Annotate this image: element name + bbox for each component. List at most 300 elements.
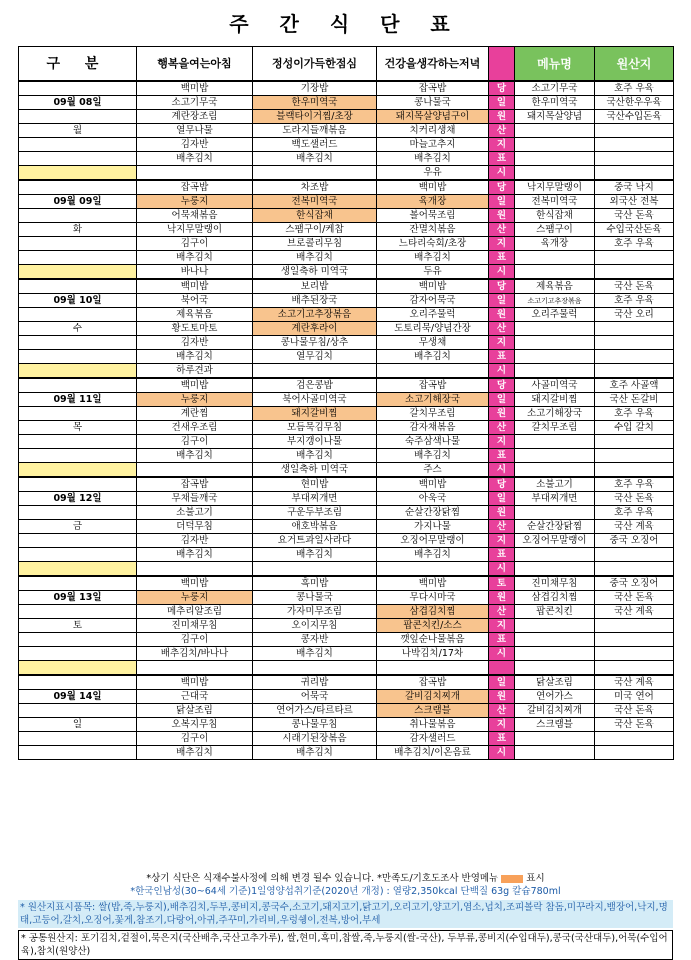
meal-item	[137, 463, 253, 478]
day-of-week: 화	[19, 223, 137, 237]
day-of-week: 수	[19, 322, 137, 336]
meal-item	[377, 364, 489, 379]
pink-label: 원	[489, 591, 515, 605]
meal-item: 현미밥	[253, 477, 377, 492]
pink-label: 당	[489, 477, 515, 492]
meal-item	[137, 661, 253, 676]
pink-label: 지	[489, 138, 515, 152]
origin-menu-name	[515, 336, 595, 350]
table-row	[19, 336, 674, 350]
origin-country: 호주 우육	[595, 237, 674, 251]
pink-label: 원	[489, 407, 515, 421]
origin-menu-name: 연어가스	[515, 690, 595, 704]
day-cell-blank	[19, 110, 137, 124]
meal-item: 감자채볶음	[377, 421, 489, 435]
header-menu-name: 메뉴명	[515, 47, 595, 82]
table-row	[19, 279, 674, 294]
meal-item: 바나나	[137, 265, 253, 280]
meal-item: 배추김치	[253, 449, 377, 463]
meal-item: 돼지갈비찜	[253, 407, 377, 421]
pink-label: 지	[489, 718, 515, 732]
note-common-origin: * 공통원산지: 포기김치,겉절이,묵은지(국산배추,국산고추가루), 쌀,현미,흑미,찹쌀,죽,누룽지(쌀-국산), 두부류,콩비지(수입대두),콩국(국산대두),어묵(수입어육),참치(원양산)	[18, 930, 673, 960]
meal-item: 귀리밥	[253, 675, 377, 690]
origin-country: 중국 오징어	[595, 534, 674, 548]
origin-menu-name: 사골미역국	[515, 378, 595, 393]
meal-item: 김구이	[137, 732, 253, 746]
origin-menu-name	[515, 732, 595, 746]
meal-item: 잡곡밥	[377, 675, 489, 690]
origin-country: 국산 계육	[595, 605, 674, 619]
origin-menu-name: 소불고기	[515, 477, 595, 492]
meal-item: 북어사골미역국	[253, 393, 377, 407]
meal-item: 배추김치/바나나	[137, 647, 253, 661]
origin-country	[595, 124, 674, 138]
origin-menu-name: 부대찌개면	[515, 492, 595, 506]
day-of-week: 목	[19, 421, 137, 435]
pink-label: 원	[489, 506, 515, 520]
day-of-week: 일	[19, 718, 137, 732]
meal-item: 오리주물럭	[377, 308, 489, 322]
origin-menu-name: 갈비김치찌개	[515, 704, 595, 718]
note-nutrition: *한국인남성(30~64세 기준)1일영양섭취기준(2020년 개정) : 열량2,350kcal 단백질 63g 칼슘780ml	[130, 886, 561, 897]
header-lunch: 정성이가득한점심	[253, 47, 377, 82]
table-row	[19, 110, 674, 124]
day-date: 09월 14일	[19, 690, 137, 704]
meal-item: 김자반	[137, 534, 253, 548]
meal-item: 마늘고추지	[377, 138, 489, 152]
meal-item: 소고기해장국	[377, 393, 489, 407]
day-cell-blank	[19, 336, 137, 350]
day-cell-blank	[19, 350, 137, 364]
origin-menu-name	[515, 251, 595, 265]
pink-label: 산	[489, 322, 515, 336]
origin-menu-name	[515, 647, 595, 661]
pink-label: 토	[489, 576, 515, 591]
meal-item: 어묵국	[253, 690, 377, 704]
meal-item: 배추김치	[377, 350, 489, 364]
table-row	[19, 124, 674, 138]
origin-menu-name	[515, 746, 595, 760]
table-row	[19, 421, 674, 435]
meal-item: 더덕무침	[137, 520, 253, 534]
origin-country	[595, 364, 674, 379]
meal-item: 배추김치	[253, 647, 377, 661]
origin-menu-name	[515, 435, 595, 449]
meal-item: 도라지들깨볶음	[253, 124, 377, 138]
pink-label: 지	[489, 619, 515, 633]
origin-country	[595, 633, 674, 647]
table-row	[19, 506, 674, 520]
table-row	[19, 746, 674, 760]
table-row	[19, 195, 674, 209]
meal-item	[253, 562, 377, 577]
table-row	[19, 661, 674, 676]
meal-item: 김구이	[137, 633, 253, 647]
origin-country	[595, 746, 674, 760]
header-origin: 원산지	[595, 47, 674, 82]
origin-menu-name: 돼지목살양념	[515, 110, 595, 124]
meal-item: 콩나물무침	[253, 718, 377, 732]
meal-item: 배추김치	[377, 251, 489, 265]
pink-label: 시	[489, 265, 515, 280]
table-row	[19, 322, 674, 336]
day-date: 09월 12일	[19, 492, 137, 506]
meal-item: 가지나물	[377, 520, 489, 534]
origin-menu-name: 스팸구이	[515, 223, 595, 237]
meal-item: 배추김치	[253, 548, 377, 562]
origin-menu-name: 한식잡채	[515, 209, 595, 223]
table-row	[19, 407, 674, 421]
meal-item: 잡곡밥	[377, 378, 489, 393]
table-row	[19, 605, 674, 619]
day-cell-blank	[19, 534, 137, 548]
page-title: 주 간 식 단 표	[229, 12, 462, 36]
pink-label: 원	[489, 110, 515, 124]
table-row	[19, 209, 674, 223]
day-cell-blank	[19, 407, 137, 421]
meal-item: 갈치무조림	[377, 407, 489, 421]
origin-menu-name: 오징어무말랭이	[515, 534, 595, 548]
header-breakfast: 행복을여는아침	[137, 47, 253, 82]
meal-item: 백미밥	[377, 576, 489, 591]
highlight-swatch	[501, 875, 523, 883]
meal-item: 백미밥	[137, 576, 253, 591]
pink-label: 원	[489, 209, 515, 223]
origin-country: 호주 우육	[595, 81, 674, 96]
meal-item: 생일축하 미역국	[253, 463, 377, 478]
pink-label: 시	[489, 562, 515, 577]
meal-item: 모듬묵김무침	[253, 421, 377, 435]
meal-item: 낙지무말랭이	[137, 223, 253, 237]
origin-menu-name	[515, 322, 595, 336]
origin-menu-name: 스크램블	[515, 718, 595, 732]
meal-item: 스크램블	[377, 704, 489, 718]
table-row	[19, 393, 674, 407]
pink-label: 일	[489, 675, 515, 690]
day-cell-blank	[19, 506, 137, 520]
table-row	[19, 562, 674, 577]
pink-label: 일	[489, 96, 515, 110]
meal-item: 연어가스/타르타르	[253, 704, 377, 718]
origin-country: 중국 오징어	[595, 576, 674, 591]
pink-label: 지	[489, 237, 515, 251]
origin-country	[595, 463, 674, 478]
origin-menu-name: 소고기해장국	[515, 407, 595, 421]
meal-item	[377, 562, 489, 577]
meal-item: 감자어묵국	[377, 294, 489, 308]
meal-item: 백미밥	[137, 378, 253, 393]
day-cell-blank	[19, 449, 137, 463]
meal-item: 볼어묵조림	[377, 209, 489, 223]
day-cell-blank	[19, 661, 137, 676]
day-cell-blank	[19, 732, 137, 746]
origin-country: 국산 계육	[595, 675, 674, 690]
meal-item: 메추리알조림	[137, 605, 253, 619]
meal-item: 어묵채볶음	[137, 209, 253, 223]
meal-item: 주스	[377, 463, 489, 478]
meal-item: 느타리숙회/초장	[377, 237, 489, 251]
origin-country	[595, 166, 674, 181]
meal-item	[253, 166, 377, 181]
meal-item: 소고기고추장볶음	[253, 308, 377, 322]
table-row	[19, 576, 674, 591]
origin-country	[595, 265, 674, 280]
pink-label: 산	[489, 520, 515, 534]
origin-menu-name: 팝콘치킨	[515, 605, 595, 619]
meal-item: 숙주삼색나물	[377, 435, 489, 449]
day-cell-blank	[19, 576, 137, 591]
meal-item: 건새우조림	[137, 421, 253, 435]
day-cell-blank	[19, 237, 137, 251]
table-row	[19, 180, 674, 195]
meal-item: 백미밥	[377, 279, 489, 294]
origin-country: 미국 연어	[595, 690, 674, 704]
origin-country	[595, 732, 674, 746]
meal-item: 돼지목살양념구이	[377, 110, 489, 124]
origin-country	[595, 647, 674, 661]
pink-label: 지	[489, 534, 515, 548]
day-cell-blank	[19, 308, 137, 322]
day-cell-blank	[19, 138, 137, 152]
meal-item: 잡곡밥	[137, 477, 253, 492]
table-row	[19, 350, 674, 364]
origin-country	[595, 548, 674, 562]
meal-item: 배추김치	[253, 152, 377, 166]
table-row	[19, 449, 674, 463]
origin-country	[595, 619, 674, 633]
origin-country	[595, 449, 674, 463]
meal-item: 배추김치	[377, 449, 489, 463]
meal-item: 흑미밥	[253, 576, 377, 591]
header-dinner: 건강을생각하는저녁	[377, 47, 489, 82]
table-row	[19, 732, 674, 746]
origin-menu-name: 전복미역국	[515, 195, 595, 209]
table-row	[19, 718, 674, 732]
origin-menu-name: 갈치무조림	[515, 421, 595, 435]
origin-country: 국산한우우육	[595, 96, 674, 110]
pink-label: 시	[489, 463, 515, 478]
day-of-week: 월	[19, 124, 137, 138]
pink-label: 산	[489, 605, 515, 619]
table-row	[19, 364, 674, 379]
origin-menu-name: 제육볶음	[515, 279, 595, 294]
meal-item: 누룽지	[137, 393, 253, 407]
day-date: 09월 13일	[19, 591, 137, 605]
meal-item: 김구이	[137, 435, 253, 449]
meal-item	[253, 661, 377, 676]
origin-country: 수입 갈치	[595, 421, 674, 435]
origin-country	[595, 350, 674, 364]
pink-label: 시	[489, 166, 515, 181]
meal-item	[377, 661, 489, 676]
meal-item: 계란후라이	[253, 322, 377, 336]
day-cell-blank	[19, 704, 137, 718]
meal-item: 배추김치	[253, 746, 377, 760]
origin-menu-name: 낙지무말랭이	[515, 180, 595, 195]
table-row	[19, 704, 674, 718]
meal-item: 나박김치/17차	[377, 647, 489, 661]
pink-label: 당	[489, 279, 515, 294]
pink-label: 당	[489, 180, 515, 195]
origin-menu-name	[515, 562, 595, 577]
meal-item: 콩나물무침/상추	[253, 336, 377, 350]
origin-country: 호주 사골액	[595, 378, 674, 393]
meal-item: 배추김치	[137, 449, 253, 463]
day-cell-blank	[19, 605, 137, 619]
meal-item	[137, 562, 253, 577]
meal-item: 백도샐러드	[253, 138, 377, 152]
meal-item: 열무김치	[253, 350, 377, 364]
origin-country	[595, 562, 674, 577]
meal-item: 보리밥	[253, 279, 377, 294]
origin-menu-name: 진미채무침	[515, 576, 595, 591]
origin-country: 수입국산돈육	[595, 223, 674, 237]
origin-menu-name	[515, 152, 595, 166]
meal-item: 브로콜리무침	[253, 237, 377, 251]
table-row	[19, 308, 674, 322]
origin-menu-name: 소고기무국	[515, 81, 595, 96]
meal-item: 부대찌개면	[253, 492, 377, 506]
pink-label: 원	[489, 308, 515, 322]
day-cell-blank	[19, 180, 137, 195]
origin-menu-name	[515, 350, 595, 364]
meal-item: 갈비김치찌개	[377, 690, 489, 704]
meal-item: 북어국	[137, 294, 253, 308]
origin-menu-name	[515, 619, 595, 633]
meal-item: 생일축하 미역국	[253, 265, 377, 280]
origin-country: 호주 우육	[595, 294, 674, 308]
day-cell-blank	[19, 562, 137, 577]
table-row	[19, 435, 674, 449]
meal-item	[137, 166, 253, 181]
meal-item: 오이지무침	[253, 619, 377, 633]
origin-menu-name: 돼지갈비찜	[515, 393, 595, 407]
origin-menu-name: 삼겹김치찜	[515, 591, 595, 605]
meal-item: 열무나물	[137, 124, 253, 138]
table-row	[19, 633, 674, 647]
meal-item: 한우미역국	[253, 96, 377, 110]
meal-item: 깻잎순나물볶음	[377, 633, 489, 647]
meal-item: 배추김치	[137, 152, 253, 166]
meal-item: 배추김치	[137, 251, 253, 265]
table-row	[19, 138, 674, 152]
meal-item: 순살간장닭찜	[377, 506, 489, 520]
meal-item: 진미채무침	[137, 619, 253, 633]
origin-country: 외국산 전복	[595, 195, 674, 209]
origin-menu-name	[515, 548, 595, 562]
meal-item: 두유	[377, 265, 489, 280]
table-row	[19, 294, 674, 308]
origin-country: 국산 돈육	[595, 279, 674, 294]
pink-label: 표	[489, 633, 515, 647]
origin-country: 호주 우육	[595, 407, 674, 421]
meal-item	[253, 364, 377, 379]
table-row	[19, 647, 674, 661]
meal-item: 잔멸치볶음	[377, 223, 489, 237]
meal-item: 육개장	[377, 195, 489, 209]
origin-country	[595, 661, 674, 676]
table-row	[19, 548, 674, 562]
meal-item: 구운두부조림	[253, 506, 377, 520]
day-cell-blank	[19, 435, 137, 449]
origin-country: 중국 낙지	[595, 180, 674, 195]
day-cell-blank	[19, 265, 137, 280]
table-row	[19, 251, 674, 265]
pink-label: 시	[489, 647, 515, 661]
table-row	[19, 492, 674, 506]
meal-item: 무다시마국	[377, 591, 489, 605]
meal-item: 잡곡밥	[377, 81, 489, 96]
table-row	[19, 463, 674, 478]
meal-item: 근대국	[137, 690, 253, 704]
meal-item: 콩나물국	[253, 591, 377, 605]
origin-menu-name: 한우미역국	[515, 96, 595, 110]
origin-menu-name	[515, 265, 595, 280]
meal-item: 무채들깨국	[137, 492, 253, 506]
pink-label: 일	[489, 393, 515, 407]
meal-item: 치커리생채	[377, 124, 489, 138]
table-row	[19, 166, 674, 181]
origin-menu-name: 소고기고추장볶음	[515, 294, 595, 308]
note-change-text: *상기 식단은 식재수불사정에 의해 변경 될수 있습니다. *만족도/기호도조사 반영메뉴	[146, 873, 499, 884]
origin-country: 국산 돈육	[595, 209, 674, 223]
notes-section	[18, 872, 673, 960]
table-row	[19, 675, 674, 690]
meal-item: 가자미무조림	[253, 605, 377, 619]
origin-country	[595, 251, 674, 265]
header-gubun: 구 분	[19, 47, 137, 82]
table-row	[19, 265, 674, 280]
origin-menu-name	[515, 633, 595, 647]
origin-menu-name	[515, 506, 595, 520]
origin-menu-name	[515, 661, 595, 676]
pink-label: 일	[489, 492, 515, 506]
origin-country	[595, 152, 674, 166]
meal-item: 누룽지	[137, 195, 253, 209]
day-date: 09월 08일	[19, 96, 137, 110]
day-cell-blank	[19, 548, 137, 562]
pink-label: 일	[489, 195, 515, 209]
meal-item: 검은콩밥	[253, 378, 377, 393]
day-cell-blank	[19, 251, 137, 265]
origin-country	[595, 435, 674, 449]
meal-item: 차조밥	[253, 180, 377, 195]
origin-menu-name: 순살간장닭찜	[515, 520, 595, 534]
day-cell-blank	[19, 647, 137, 661]
meal-item: 오복지무침	[137, 718, 253, 732]
meal-item: 황도토마토	[137, 322, 253, 336]
header-pink-spacer	[489, 47, 515, 82]
origin-country: 국산 돈육	[595, 492, 674, 506]
origin-country	[595, 138, 674, 152]
origin-country: 호주 우육	[595, 506, 674, 520]
meal-item: 삼겹김치찜	[377, 605, 489, 619]
pink-label: 지	[489, 435, 515, 449]
table-row	[19, 591, 674, 605]
origin-menu-name	[515, 124, 595, 138]
origin-country: 국산 돈육	[595, 591, 674, 605]
pink-label: 일	[489, 294, 515, 308]
table-row	[19, 520, 674, 534]
origin-country: 국산수입돈육	[595, 110, 674, 124]
meal-item: 애호박볶음	[253, 520, 377, 534]
meal-item: 한식잡채	[253, 209, 377, 223]
pink-label: 산	[489, 704, 515, 718]
meal-item: 백미밥	[137, 675, 253, 690]
meal-item: 백미밥	[137, 81, 253, 96]
table-row	[19, 378, 674, 393]
table-row	[19, 223, 674, 237]
